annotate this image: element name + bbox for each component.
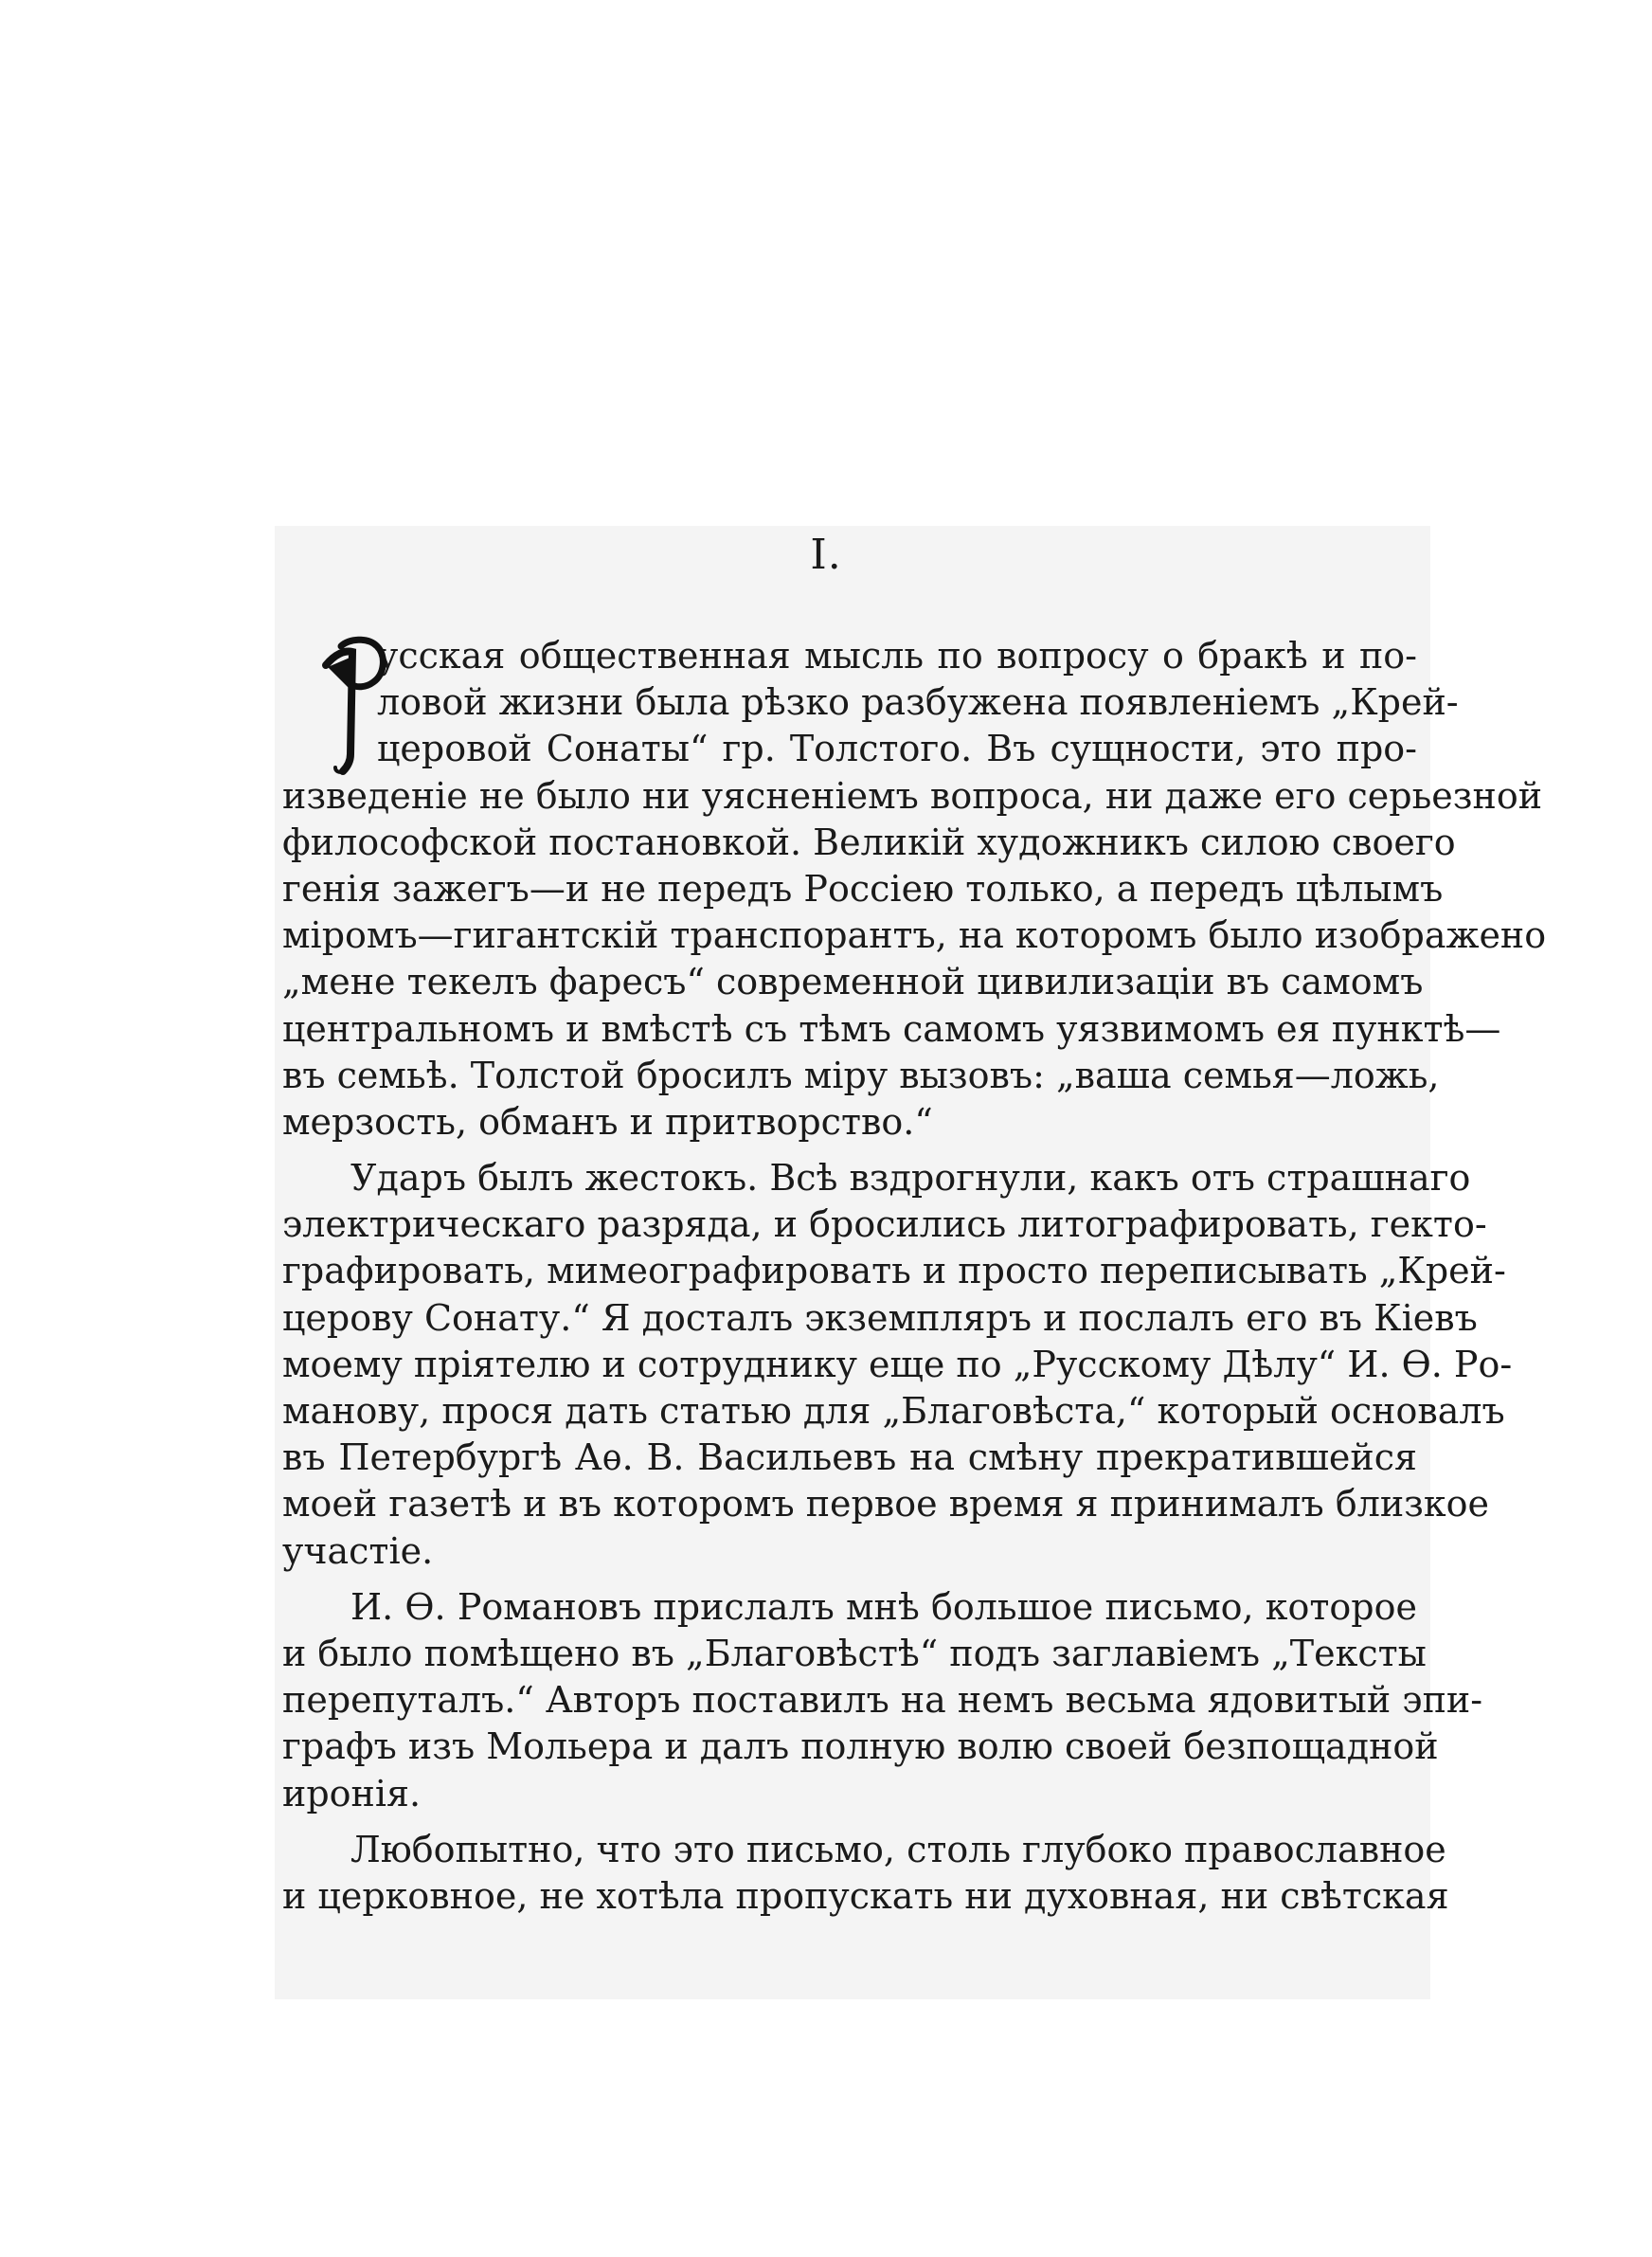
text-line: мерзость, обманъ и притворство.“: [282, 1100, 933, 1143]
text-line: изведеніе не было ни уясненіемъ вопроса, ни даже его серьезной: [282, 774, 1543, 817]
paragraph-1: [282, 633, 1547, 1146]
text-line: въ Петербургѣ Аѳ. В. Васильевъ на смѣну прекратившейся: [282, 1436, 1417, 1479]
text-line: философской постановкой. Великій художникъ силою своего: [282, 821, 1456, 863]
ornamental-drop-cap-icon: [322, 633, 390, 775]
text-line: и церковное, не хотѣла пропускать ни духовная, ни свѣтская: [282, 1874, 1449, 1917]
paragraph-gap: [282, 1575, 1417, 1584]
text-line: Ударъ былъ жестокъ. Всѣ вздрогнули, какъ отъ страшнаго: [350, 1157, 1471, 1200]
text-line: ловой жизни была рѣзко разбужена появленіемъ „Крей-: [377, 681, 1459, 724]
text-line: въ семьѣ. Толстой бросилъ міру вызовъ: „ваша семья—ложь,: [282, 1054, 1440, 1096]
text-line: И. Ѳ. Романовъ прислалъ мнѣ большое письмо, которое: [350, 1585, 1417, 1628]
text-line: графировать, мимеографировать и просто переписывать „Крей-: [282, 1250, 1506, 1292]
text-line: усская общественная мысль по вопросу о бракѣ и по-: [377, 635, 1417, 677]
text-line: церову Сонату.“ Я досталъ экземпляръ и послалъ его въ Кіевъ: [282, 1296, 1478, 1339]
paragraph-gap: [282, 1146, 1417, 1155]
paragraph-2: [282, 1155, 1513, 1575]
chapter-heading: I.: [810, 531, 842, 579]
text-line: міромъ—гигантскій транспорантъ, на которомъ было изображено: [282, 914, 1547, 957]
paragraph-4: [282, 1827, 1449, 1920]
body-text: [282, 633, 1547, 1920]
text-line: „мене текелъ фаресъ“ современной цивилизаціи въ самомъ: [282, 961, 1424, 1003]
text-line: моему пріятелю и сотруднику еще по „Русскому Дѣлу“ И. Ѳ. Ро-: [282, 1343, 1513, 1385]
text-line: электрическаго разряда, и бросились литографировать, гекто-: [282, 1203, 1487, 1246]
text-line: иронія.: [282, 1772, 422, 1815]
text-line: центральномъ и вмѣстѣ съ тѣмъ самомъ уязвимомъ ея пунктѣ—: [282, 1007, 1501, 1050]
paragraph-gap: [282, 1817, 1417, 1827]
text-line: графъ изъ Мольера и далъ полную волю своей безпощадной: [282, 1725, 1439, 1768]
text-line: церовой Сонаты“ гр. Толстого. Въ сущности, это про-: [377, 728, 1417, 770]
text-line: Любопытно, что это письмо, столь глубоко православное: [350, 1828, 1446, 1870]
text-line: генія зажегъ—и не передъ Россіею только, а передъ цѣлымъ: [282, 867, 1444, 910]
text-line: манову, прося дать статью для „Благовѣста,“ который основалъ: [282, 1390, 1505, 1432]
text-line: моей газетѣ и въ которомъ первое время я принималъ близкое: [282, 1483, 1490, 1526]
text-line: участіе.: [282, 1529, 434, 1572]
text-line: и было помѣщено въ „Благовѣстѣ“ подъ заглавіемъ „Тексты: [282, 1632, 1427, 1674]
paragraph-3: [282, 1584, 1483, 1817]
text-line: перепуталъ.“ Авторъ поставилъ на немъ весьма ядовитый эпи-: [282, 1679, 1483, 1722]
